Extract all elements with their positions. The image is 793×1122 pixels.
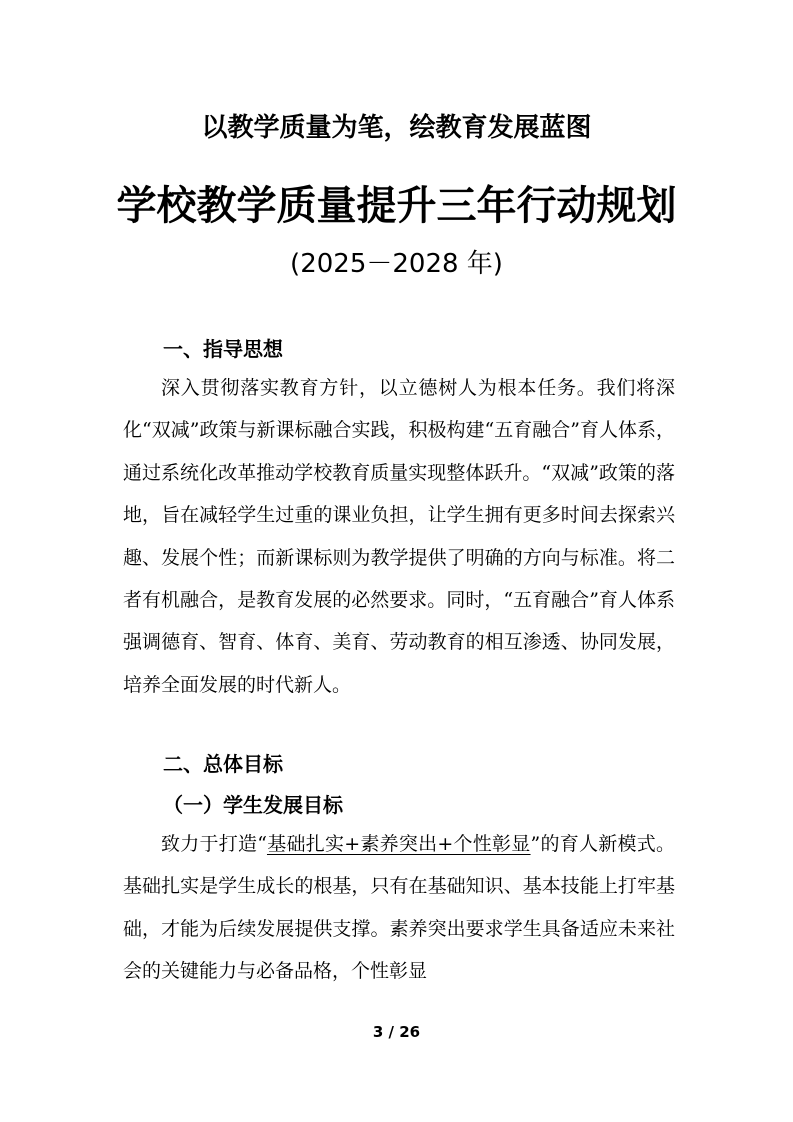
section-paragraph-student-goals	[123, 823, 675, 993]
paragraph-text: 致力于打造“	[161, 833, 267, 855]
paragraph-text: ”的育人新模式。基础扎实是学生成长的根基，只有在基础知识、基本技能上打牢基础，才能为后续发展提供支撑。素养突出要求学生具备适应未来社会的关键能力与必备品格，个性彰显	[123, 833, 676, 983]
document-title: 学校教学质量提升三年行动规划	[116, 183, 677, 229]
document-period: (2025－2028 年)	[290, 249, 503, 279]
section-paragraph-guiding: 深入贯彻落实教育方针，以立德树人为根本任务。我们将深化“双减”政策与新课标融合实践，积极构建“五育融合”育人体系，通过系统化改革推动学校教育质量实现整体跃升。“双减”政策的落地，旨在减轻学生过重的课业负担，让学生拥有更多时间去探索兴趣、发展个性；而新课标则为教学提供了明确的方向与标准。将二者有机融合，是教育发展的必然要求。同时，“五育融合”育人体系强调德育、智育、体育、美育、劳动教育的相互渗透、协同发展，培养全面发展的时代新人。	[123, 377, 675, 696]
page-number: 3 / 26	[372, 1023, 421, 1041]
section-heading-guiding: 一、指导思想	[163, 337, 283, 361]
subsection-heading-student-goals: （一）学生发展目标	[163, 793, 343, 817]
document-subtitle: 以教学质量为笔，绘教育发展蓝图	[201, 113, 592, 143]
underlined-phrase: 基础扎实+素养突出+个性彰显	[266, 833, 531, 855]
section-heading-goals: 二、总体目标	[163, 752, 283, 776]
